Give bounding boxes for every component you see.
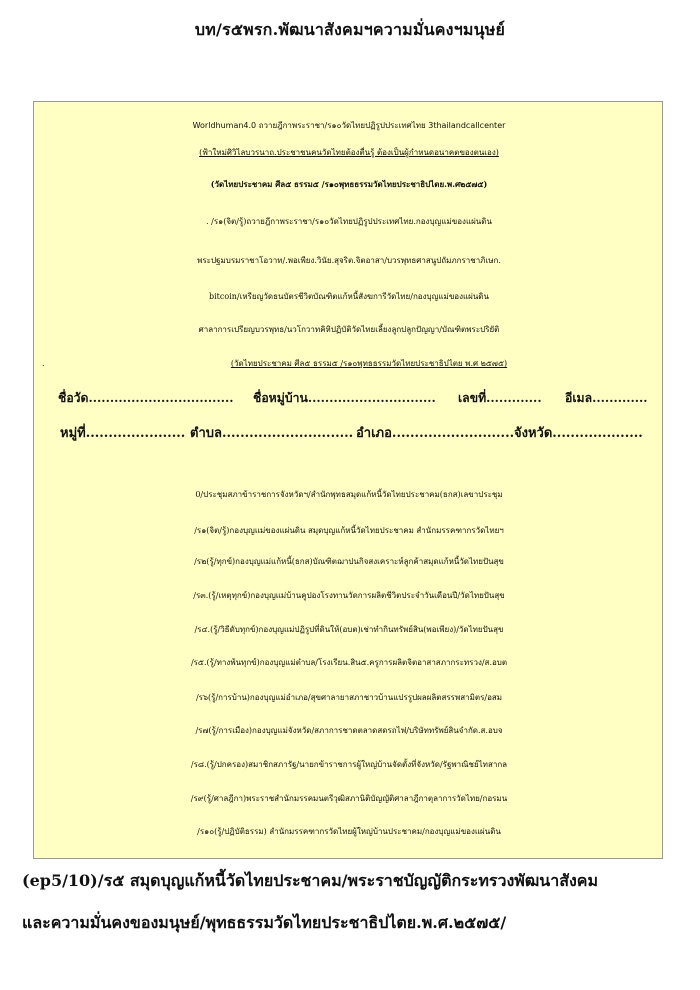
- paragraph-line: ศาลาการเปรียญบวรพุทธ/นวโกวาทคิหิปฏิบัติวัดไทยเลี้ยงลูกปลูกปัญญา/บัณฑิตพระปริยัติ: [198, 325, 500, 334]
- list-item: /ร๑(จิต/รู้)กองบุญแม่ของแผ่นดิน สมุดบุญแก้หนี้วัดไทยประชาคม สำนักมรรคฑากรวัดไทยฯ: [194, 526, 504, 535]
- list-item: /ร๗(รู้/การเมือง)กองบุญแม่จังหวัด/สภาการชาดตลาดสดรถไฟ/บริษัททรัพย์สินจำกัด.ส.อบจ: [195, 726, 503, 735]
- org-line: Worldhuman4.0 ถวายฎีกาพระราชา/ร๑๐วัดไทยปฏิรูปประเทศไทย 3thailandcallcenter: [192, 121, 506, 130]
- email-field: อีเมล.............: [565, 390, 648, 405]
- footer-line: และความมั่นคงของมนุษย์/พุทธธรรมวัดไทยประชาธิปไตย.พ.ศ.๒๕๗๕/: [22, 913, 507, 932]
- village-name-field: ชื่อหมู่บ้าน..............................: [253, 390, 436, 405]
- list-item: 0/ประชุมสภาข้าราชการจังหวัดฯ/สำนักพุทธสมุดแก้หนี้วัดไทยประชาคม(ธกส)เลขาประชุม: [195, 490, 503, 499]
- temple-name-field: ชื่อวัด..................................: [58, 390, 234, 405]
- list-item: /ร๙(รู้/ศาลฎีกา)พระราชสำนักมรรคมนตรีวุฒิสภานิติบัญญัติศาลาฎีกาตุลาการวัดไทย/กอรมน: [190, 794, 508, 803]
- section-heading: (วัดไทยประชาคม ศีล๕ ธรรม๕ /ร๑๐พุทธธรรมวัดไทยประชาธิปไตย.พ.ศ๒๕๗๕): [210, 179, 488, 189]
- list-item: /ร๑๐(รู้/ปฏิบัติธรรม) สำนักมรรคฑากรวัดไทยผู้ใหญ่บ้านประชาคม/กองบุญแม่ของแผ่นดิน: [197, 827, 501, 836]
- list-item: /ร๔.(รู้/วิธีดับทุกข์)กองบุญแม่ปฏิรูปที่ดินให้(อบต)เช่าทำกินทรัพย์สิน(พอเพียง)/วัดไทยปันสุข: [194, 625, 504, 634]
- content-box: [33, 101, 663, 859]
- list-item: /ร๖(รู้/การบ้าน)กองบุญแม่อำเภอ/สุขศาลายาสภาชาวบ้านแปรรูปผลผลิตสรรพสามิตร/อสม: [195, 693, 503, 702]
- list-item: /ร๘.(รู้/ปกครอง)สมาชิกสภารัฐ/นายกข้าราชการผู้ใหญ่บ้านจัดตั้งที่จังหวัด/รัฐพาณิชย์ไทสากล: [190, 760, 508, 769]
- amphoe-field: อำเภอ...........................: [356, 426, 515, 441]
- slogan-line: (ฟ้าใหม่ศิวิไลบวรนาถ.ประชาชนคนวัดไทยต้องตื่นรู้ ต้องเป็นผู้กำหนดอนาคตของตนเอง): [199, 148, 499, 157]
- moo-field: หมู่ที่......................: [60, 426, 186, 441]
- footer-line: (ep5/10)/ร๕ สมุดบุญแก้หนี้วัดไทยประชาคม/พระราชบัญญัติกระทรวงพัฒนาสังคม: [22, 871, 599, 890]
- list-item: /ร๒(รู้/ทุกข์)กองบุญแม่แก้หนี้(ธกส)บัณฑิตฌาปนกิจสงเคราะห์ลูกค้าสมุดแก้หนี้วัดไทยปันสุข: [194, 557, 504, 566]
- province-field: จังหวัด....................: [514, 426, 643, 441]
- bullet-dot: .: [42, 359, 45, 368]
- paragraph-line: พระปฐมบรมราชาโอวาท/.พอเพียง.วินัย.สุจริต.จิตอาสา/บวรพุทธศาสนูปถัมภกราชาภิเษก.: [197, 256, 501, 265]
- paragraph-line: . /ร๑(จิต/รู้)ถวายฎีกาพระราชา/ร๑๐วัดไทยปฏิรูปประเทศไทย.กองบุญแม่ของแผ่นดิน: [206, 217, 492, 226]
- list-item: /ร๓.(รู้/เหตุทุกข์)กองบุญแม่บ้านคูปองโรงทานวัดการผลิตชีวิตประจำวันเดือนปี/วัดไทยปันสุข: [193, 591, 505, 600]
- house-number-field: เลขที่.............: [458, 390, 542, 405]
- list-item: /ร๕.(รู้/ทางพ้นทุกข์)กองบุญแม่ตำบล/โรงเรียน.สิน๕.ครูการผลิตจิตอาสาสภากระทรวง/ส.อบต: [190, 658, 508, 667]
- page-title: บท/ร๕พรก.พัฒนาสังคมฯความมั่นคงฯมนุษย์: [194, 20, 506, 39]
- paragraph-line: bitcoin/เหรียญวัดธนบัตรชีวิตบัณฑิตแก้หนี้สังฆการีวัดไทย/กองบุญแม่ของแผ่นดิน: [209, 292, 489, 301]
- tambon-field: ตำบล.............................: [190, 426, 354, 441]
- section-heading-2: (วัดไทยประชาคม ศีล๕ ธรรม๕ /ร๑๐พุทธธรรมวัดไทยประชาธิปไตย พ.ศ ๒๕๗๕): [230, 359, 508, 368]
